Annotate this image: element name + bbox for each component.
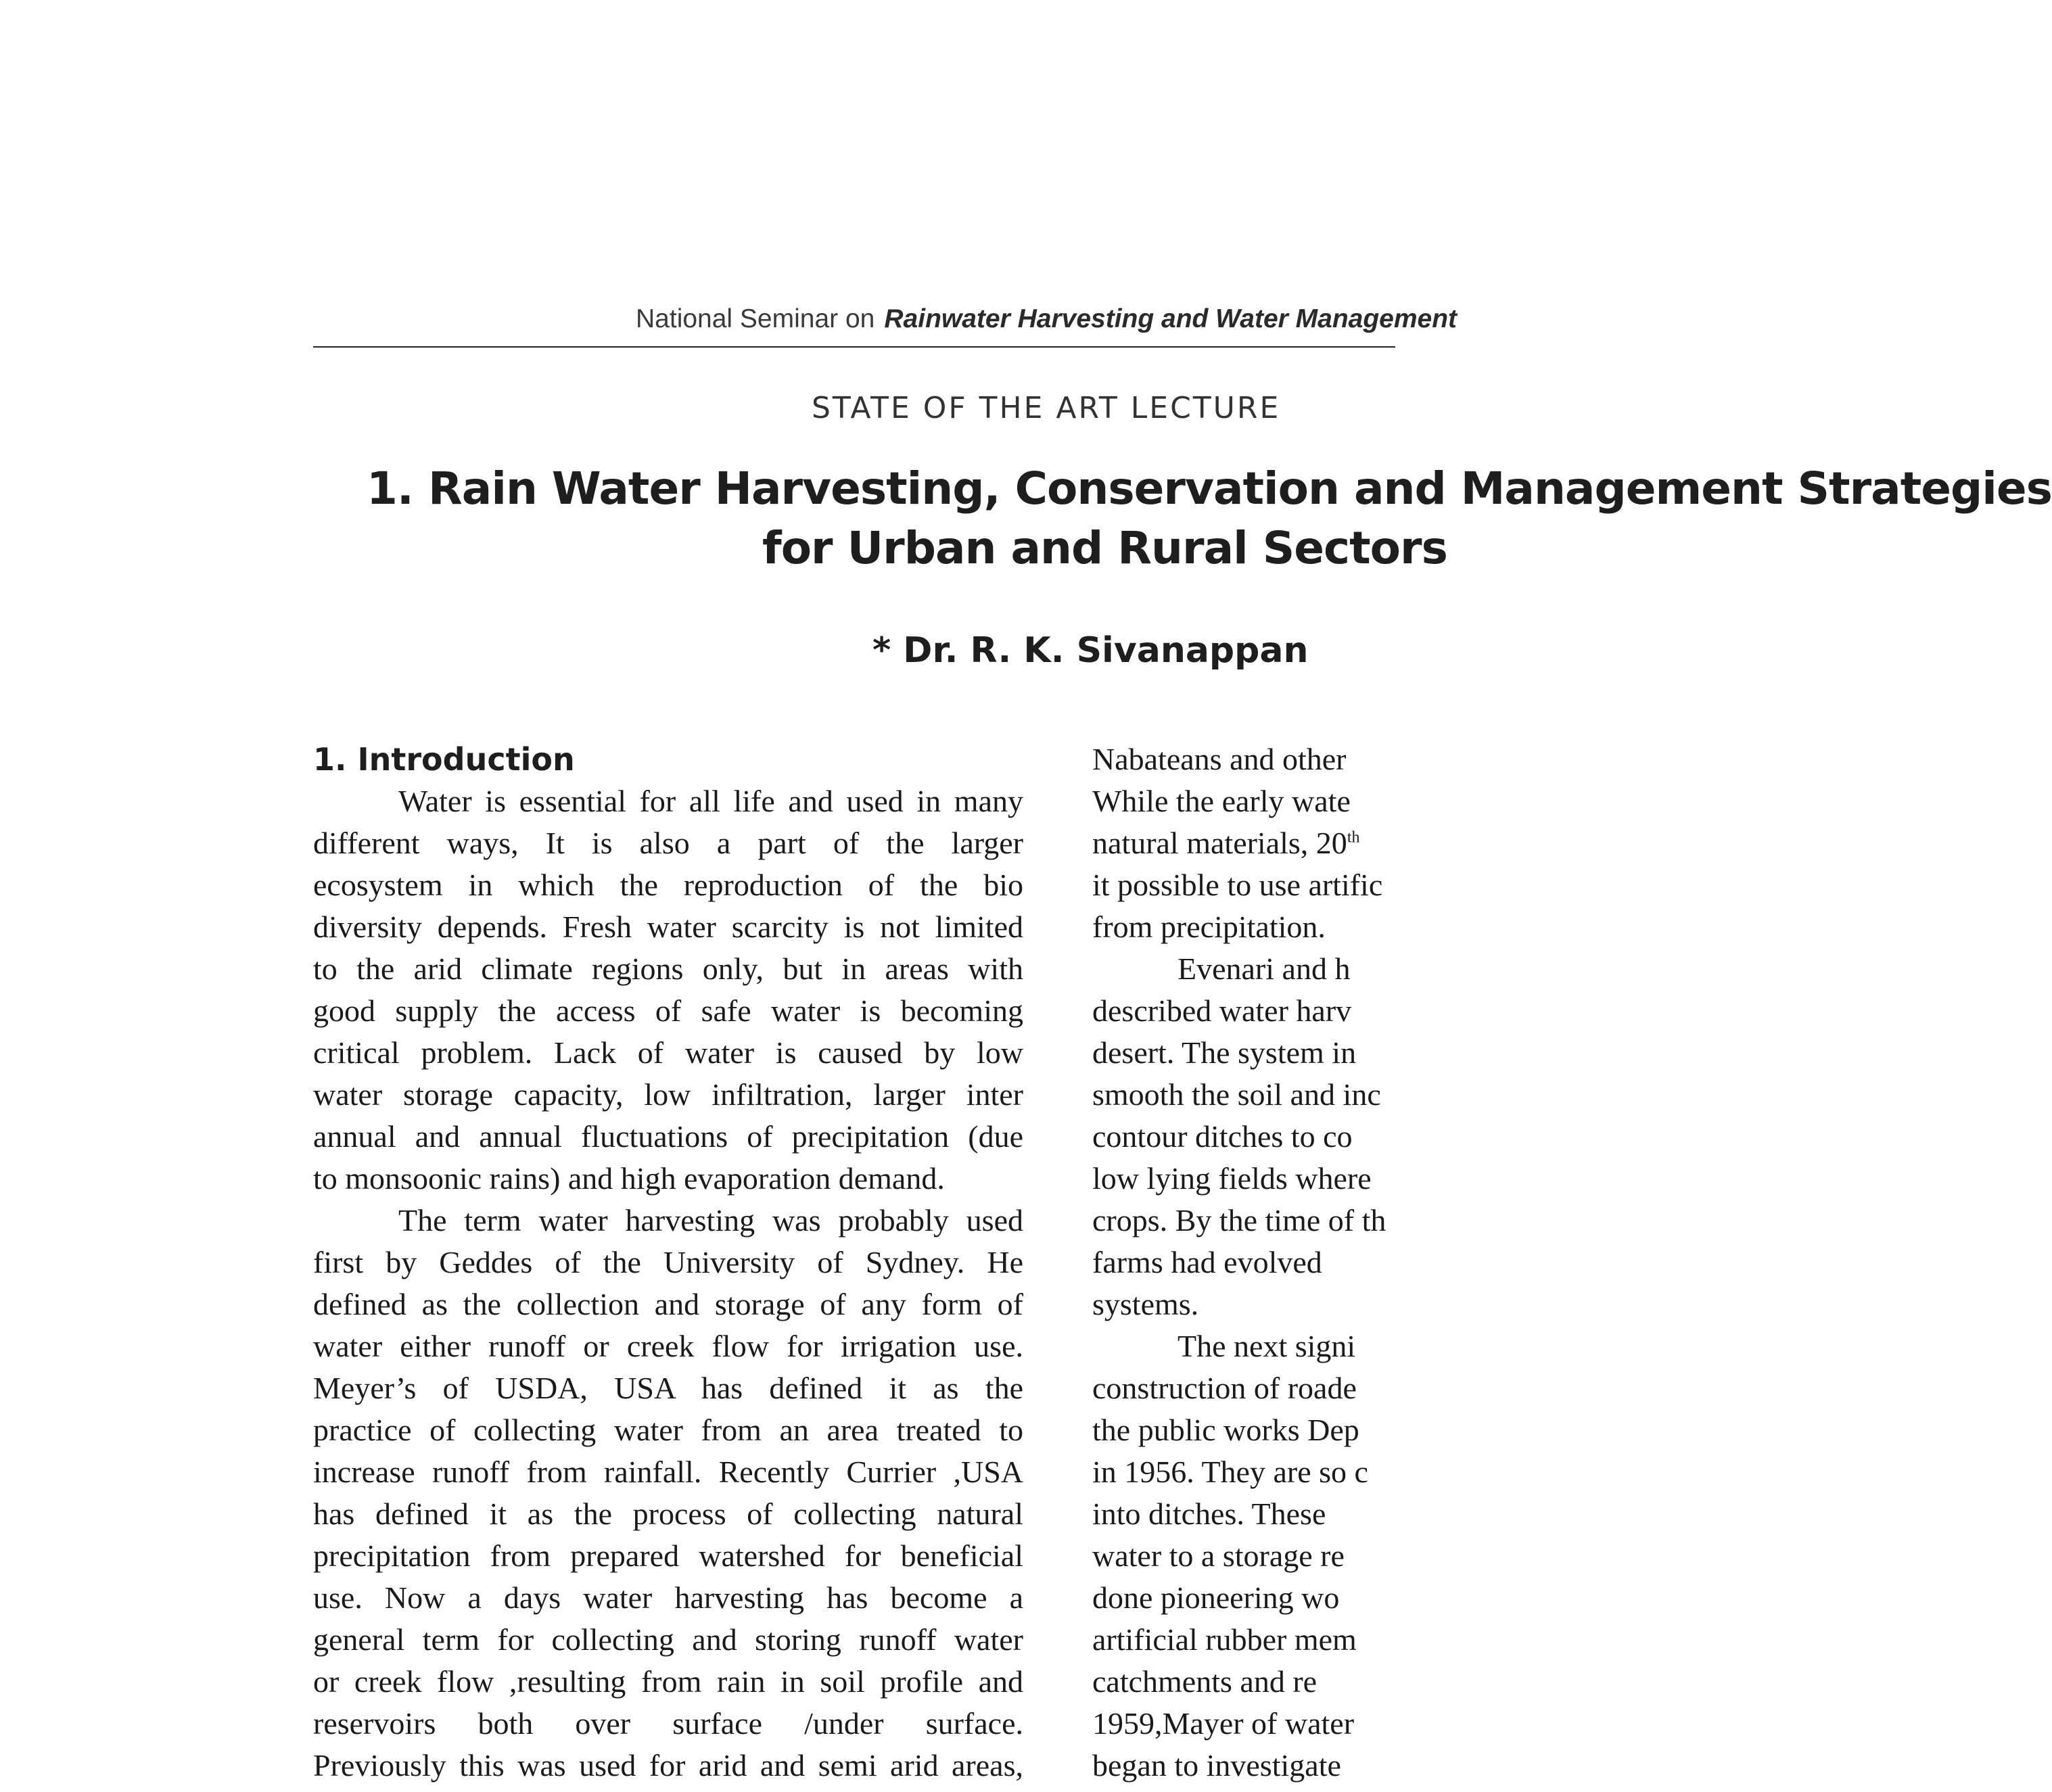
lecture-type-label: STATE OF THE ART LECTURE <box>812 391 1281 425</box>
text-line: Water is essential for all life and used in many <box>398 784 1023 818</box>
text-line: ecosystem in which the reproduction of the bio <box>313 868 1023 902</box>
running-header <box>636 304 1457 334</box>
left-column <box>313 738 1023 1787</box>
paragraph-2 <box>313 1200 1023 1787</box>
text-line: precipitation from prepared watershed for beneficial <box>313 1538 1023 1573</box>
text-line: While the early wate <box>1092 784 1351 818</box>
text-line: the public works Dep <box>1092 1413 1359 1447</box>
text-line: began to investigate <box>1092 1748 1341 1783</box>
text-line: water to a storage re <box>1092 1538 1345 1573</box>
superscript-th: th <box>1347 828 1360 847</box>
text-line: it possible to use artific <box>1092 868 1383 902</box>
text-line: in 1956. They are so c <box>1092 1455 1368 1489</box>
text-line: smooth the soil and inc <box>1092 1077 1381 1112</box>
text-line: first by Geddes of the University of Sydney. He <box>313 1245 1023 1279</box>
text-line: has defined it as the process of collecting natural <box>313 1496 1023 1531</box>
text-line: from precipitation. <box>1092 910 1326 944</box>
title-line-2: for Urban and Rural Sectors <box>762 522 1447 574</box>
text-line: good supply the access of safe water is becoming <box>313 993 1023 1028</box>
text-line <box>1092 822 1430 864</box>
paragraph-1 <box>313 780 1023 1200</box>
text-line: construction of roade <box>1092 1371 1357 1405</box>
text-line: diversity depends. Fresh water scarcity is not limited <box>313 910 1023 944</box>
text-line: Meyer’s of USDA, USA has defined it as the <box>313 1371 1023 1405</box>
text-line: Evenari and h <box>1177 951 1351 986</box>
text-line: farms had evolved <box>1092 1245 1322 1279</box>
header-prefix: National Seminar on <box>636 304 875 333</box>
text-line: defined as the collection and storage of any form of <box>313 1287 1023 1321</box>
text-line: into ditches. These <box>1092 1496 1326 1531</box>
text-line: water storage capacity, low infiltration, larger inter <box>313 1077 1023 1112</box>
text-line: described water harv <box>1092 993 1352 1028</box>
text-line: low lying fields where <box>1092 1161 1372 1196</box>
text-line: artificial rubber mem <box>1092 1622 1357 1657</box>
text-line: done pioneering wo <box>1092 1580 1340 1615</box>
text-line: Nabateans and other <box>1092 742 1347 776</box>
section-heading: 1. Introduction <box>313 741 575 778</box>
header-rule <box>313 346 1395 348</box>
text-line: general term for collecting and storing runoff water <box>313 1622 1023 1657</box>
title-line-1: 1. Rain Water Harvesting, Conservation and Management Strategies <box>367 463 2052 515</box>
text-line: practice of collecting water from an area treated to <box>313 1413 1023 1447</box>
text-line: reservoirs both over surface /under surface. <box>313 1706 1023 1741</box>
text-line: increase runoff from rainfall. Recently Currier ,USA <box>313 1455 1023 1489</box>
text-line: catchments and re <box>1092 1664 1318 1699</box>
text-line: desert. The system in <box>1092 1035 1357 1070</box>
text-line: to monsoonic rains) and high evaporation demand. <box>313 1161 945 1196</box>
text-line: water either runoff or creek flow for irrigation use. <box>313 1329 1023 1363</box>
text-line: 1959,Mayer of water <box>1092 1706 1355 1741</box>
right-column <box>1092 738 1430 1787</box>
text-line: Previously this was used for arid and semi arid areas, <box>313 1748 1023 1783</box>
text-line: systems. <box>1092 1287 1199 1321</box>
text-line: crops. By the time of th <box>1092 1203 1386 1237</box>
text-fragment: natural materials, 20 <box>1092 826 1347 860</box>
text-line: contour ditches to co <box>1092 1119 1353 1154</box>
text-line: different ways, It is also a part of the larger <box>313 826 1023 860</box>
text-line: use. Now a days water harvesting has become a <box>313 1580 1023 1615</box>
header-series-title: Rainwater Harvesting and Water Management <box>884 304 1458 333</box>
text-line: to the arid climate regions only, but in areas with <box>313 951 1023 986</box>
text-line: annual and annual fluctuations of precipitation (due <box>313 1119 1023 1154</box>
author-name: * Dr. R. K. Sivanappan <box>872 630 1309 671</box>
text-line: critical problem. Lack of water is caused by low <box>313 1035 1023 1070</box>
text-line: The term water harvesting was probably used <box>398 1203 1023 1237</box>
text-line: or creek flow ,resulting from rain in soil profile and <box>313 1664 1023 1699</box>
text-line: The next signi <box>1177 1329 1356 1363</box>
